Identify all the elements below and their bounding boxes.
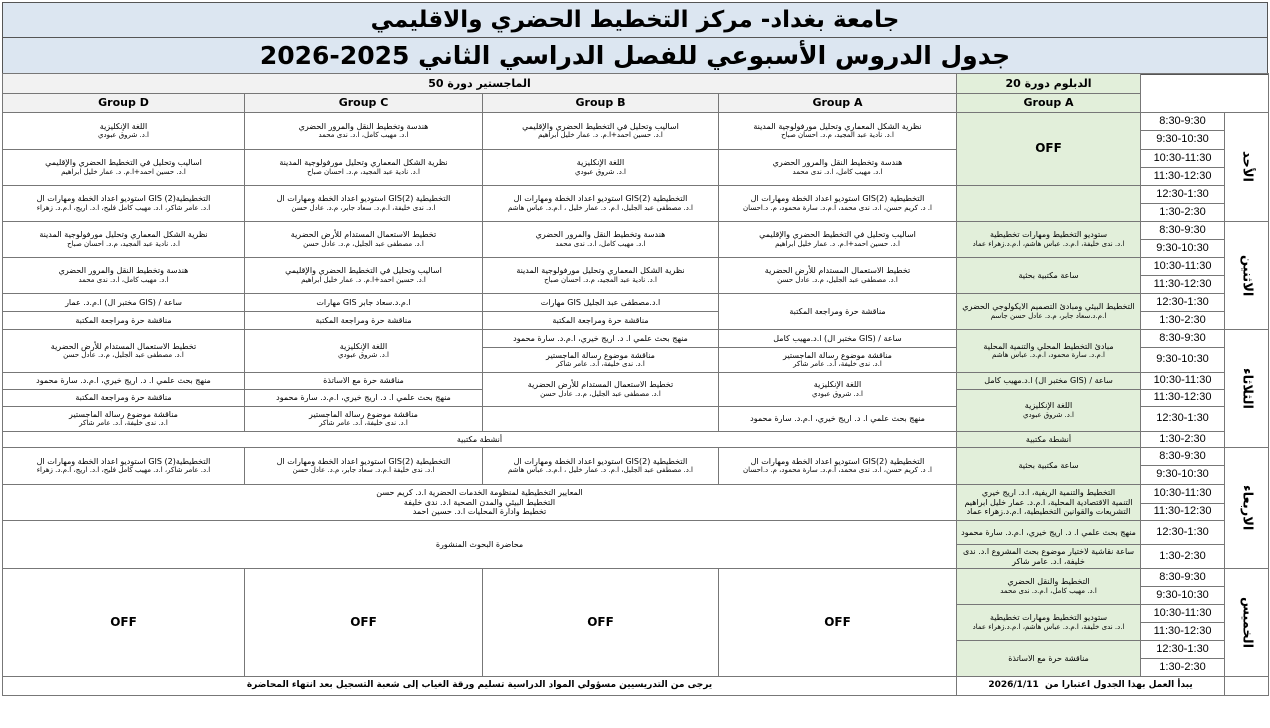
cell: نظرية الشكل المعماري وتحليل مورفولوجية المدينة ا.د. نادية عبد المجيد، م.د. احسان صباح [245,150,483,186]
cell: اساليب وتحليل في التخطيط الحضري والإقليمي ا.د. حسين احمد+ا.م. د. عمار خليل ابراهيم [245,258,483,294]
cell: ساعة مكتبية بحثية [957,448,1141,485]
cell: استوديو اعداد الخطة ومهارات ال GIS التخطيطية(2) ا.د. عامر شاكر، ا.د. مهيب كامل فليح، ا.د. اريج، ا.م.د. زهراء [3,186,245,222]
time-slot: 11:30-12:30 [1141,168,1225,186]
diploma-header: الدبلوم دورة 20 [957,74,1141,94]
cell: مناقشة حرة ومراجعة المكتبة [483,312,719,330]
cell: مهارات GIS ا.د.مصطفى عبد الجليل [483,294,719,312]
cell: أنشطة مكتبية [3,432,957,448]
cell: ستوديو التخطيط ومهارات تخطيطية ا.د. ندى خليفة، ا.م.د. عباس هاشم، ا.م.د.زهراء عماد [957,222,1141,258]
cell: استوديو اعداد الخطة ومهارات ال GISالتخطيطية (2) ا. د. كريم حسن، ا.د. ندى محمد، ا.م.د. سارة محمود، م. د.احسان [719,186,957,222]
cell: نظرية الشكل المعماري وتحليل مورفولوجية المدينة ا.د. نادية عبد المجيد، م.د. احسان صباح [483,258,719,294]
cell: مبادئ التخطيط المحلي والتنمية المحلية ا.م.د. سارة محمود، ا.م.د. عباس هاشم [957,330,1141,373]
cell: اساليب وتحليل في التخطيط الحضري والإقليمي ا.د. حسين احمد+ا.م. د. عمار خليل ابراهيم [3,150,245,186]
time-slot: 9:30-10:30 [1141,466,1225,485]
time-slot: 12:30-1:30 [1141,641,1225,659]
time-slot: 1:30-2:30 [1141,312,1225,330]
cell: تخطيط الاستعمال المستدام للأرض الحضرية ا.د. مصطفى عبد الجليل، م.د. عادل حسن [245,222,483,258]
cell: مناقشة موضوع رسالة الماجستير ا.د. ندى خليفة، ا.د. عامر شاكر [245,407,483,432]
time-slot: 11:30-12:30 [1141,504,1225,521]
cell: مناقشة حرة ومراجعة المكتبة [245,312,483,330]
cell: استوديو اعداد الخطة ومهارات ال GIS التخطيطية(2) ا.د. عامر شاكر، ا.د. مهيب كامل فليح، ا.د. اريج، ا.م.د. زهراء [3,448,245,485]
cell: استوديو اعداد الخطة ومهارات ال GISالتخطيطية (2) ا.د. مصطفى عبد الجليل، ا.م. د. عمار خليل ، ا.م.د. عباس هاشم [483,448,719,485]
footer-note: يرجى من التدريسيين مسؤولي المواد الدراسية تسليم ورقة الغياب إلى شعبة التسجيل بعد انتهاء المحاضرة [3,677,957,696]
cell: منهج بحث علمي ا. د. اريج خيري، ا.م.د. سارة محمود [3,373,245,390]
footer-start: يبدأ العمل بهذا الجدول اعتبارا من 2026/1/11 [957,677,1225,696]
time-slot: 9:30-10:30 [1141,587,1225,605]
time-slot: 11:30-12:30 [1141,623,1225,641]
cell: اللغة الإنكليزية ا.د. شروق عبودي [957,390,1141,432]
schedule-sheet [2,2,1268,724]
group-d-header: Group D [3,94,245,113]
time-slot: 10:30-11:30 [1141,150,1225,168]
cell: التخطيط البيئي ومبادئ التصميم الايكولوجي الحضري ا.م.د.سعاد جابر، م.د. عادل حسن جاسم [957,294,1141,330]
cell: منهج بحث علمي ا. د. اريج خيري، ا.م.د. سارة محمود [483,330,719,348]
time-slot: 1:30-2:30 [1141,545,1225,569]
time-slot: 8:30-9:30 [1141,113,1225,131]
day-tuesday: الثلاثاء [1225,330,1269,448]
cell: ا.د.مهيب كامل (مختبر ال GIS) / ساعة [719,330,957,348]
time-slot: 8:30-9:30 [1141,222,1225,240]
cell: هندسة وتخطيط النقل والمرور الحضري ا.د. مهيب كامل، ا.د. ندى محمد [483,222,719,258]
group-b-header: Group B [483,94,719,113]
schedule-title: جدول الدروس الأسبوعي للفصل الدراسي الثاني 2025-2026 [2,37,1268,75]
cell: التخطيط والتنمية الريفية، ا.د. اريج خيري التنمية الاقتصادية المحلية، ا.م.د. عمار خليل ابراهيم التشريعات والقوانين التخطيطية، ا.م.د.زهراء عماد [957,485,1141,521]
cell: منهج بحث علمي ا. د. اريج خيري، ا.م.د. سارة محمود [719,407,957,432]
time-slot: 11:30-12:30 [1141,390,1225,407]
cell: تخطيط الاستعمال المستدام للأرض الحضرية ا.د. مصطفى عبد الجليل، م.د. عادل حسن [483,373,719,407]
cell: تخطيط الاستعمال المستدام للأرض الحضرية ا.د. مصطفى عبد الجليل، م.د. عادل حسن [719,258,957,294]
cell: منهج بحث علمي ا. د. اريج خيري، ا.م.د. سارة محمود [245,390,483,407]
time-slot: 12:30-1:30 [1141,407,1225,432]
cell: مناقشة حرة ومراجعة المكتبة [719,294,957,330]
cell: التخطيط والنقل الحضري ا.د. مهيب كامل، ا.م.د. ندى محمد [957,569,1141,605]
cell: هندسة وتخطيط النقل والمرور الحضري ا.د. مهيب كامل، ا.د. ندى محمد [245,113,483,150]
cell: مناقشة موضوع رسالة الماجستير ا.د. ندى خليفة، ا.د. عامر شاكر [483,348,719,373]
cell: المعايير التخطيطية لمنظومة الخدمات الحضرية ا.د. كريم حسن التخطيط البيئي والمدن الصحية ا.د. ندى خليفة تخطيط وادارة المحليات ا.د. حسين احمد [3,485,957,521]
masters-header: الماجستير دورة 50 [3,74,957,94]
day-sunday: الأحد [1225,113,1269,222]
cell: اللغة الإنكليزية ا.د. شروق عبودي [483,150,719,186]
off-cell: OFF [3,569,245,677]
time-slot: 9:30-10:30 [1141,348,1225,373]
cell: ساعة نقاشية لاختيار موضوع بحث المشروع ا.د. ندى خليفة، ا.د. عامر شاكر [957,545,1141,569]
time-slot: 9:30-10:30 [1141,131,1225,150]
time-slot: 10:30-11:30 [1141,373,1225,390]
cell: استوديو اعداد الخطة ومهارات ال GISالتخطيطية (2) ا.د. ندى خليفة ا.م.د. سعاد جابر، م.د. عادل حسن [245,448,483,485]
diploma-group-a-header: Group A [957,94,1141,113]
cell: استوديو اعداد الخطة ومهارات ال GISالتخطيطية (2) ا.د. ندى خليفة، ا.م.د. سعاد جابر، م.د. عادل حسن [245,186,483,222]
cell: تخطيط الاستعمال المستدام للأرض الحضرية ا.د. مصطفى عبد الجليل، م.د. عادل حسن [3,330,245,373]
time-slot: 10:30-11:30 [1141,485,1225,504]
time-slot: 10:30-11:30 [1141,605,1225,623]
time-slot: 9:30-10:30 [1141,240,1225,258]
off-cell: OFF [483,569,719,677]
group-a-header: Group A [719,94,957,113]
cell: نظرية الشكل المعماري وتحليل مورفولوجية المدينة ا.د. نادية عبد المجيد، م.د. احسان صباح [719,113,957,150]
cell [957,186,1141,222]
cell: ساعة مكتبية بحثية [957,258,1141,294]
cell: هندسة وتخطيط النقل والمرور الحضري ا.د. مهيب كامل، ا.د. ندى محمد [719,150,957,186]
cell: ا.م.د. عمار (مختبر ال GIS) / ساعة [3,294,245,312]
day-thursday: الخميس [1225,569,1269,677]
cell: اساليب وتحليل في التخطيط الحضري والإقليمي ا.د. حسين احمد+ا.م. د. عمار خليل ابراهيم [719,222,957,258]
cell: مناقشة حرة مع الاساتذة [245,373,483,390]
off-cell: OFF [245,569,483,677]
cell: مناقشة حرة ومراجعة المكتبة [3,390,245,407]
time-slot: 1:30-2:30 [1141,659,1225,677]
time-slot: 1:30-2:30 [1141,432,1225,448]
cell: مناقشة موضوع رسالة الماجستير ا.د. ندى خليفة، ا.د. عامر شاكر [3,407,245,432]
cell: مناقشة حرة مع الاساتذة [957,641,1141,677]
time-slot: 12:30-1:30 [1141,521,1225,545]
cell: محاضرة البحوث المنشورة [3,521,957,569]
cell: هندسة وتخطيط النقل والمرور الحضري ا.د. مهيب كامل، ا.د. ندى محمد [3,258,245,294]
cell: اللغة الإنكليزية ا.د. شروق عبودي [3,113,245,150]
diploma-off: OFF [957,113,1141,186]
cell: مهارات GIS ا.م.د.سعاد جابر [245,294,483,312]
cell: مناقشة موضوع رسالة الماجستير ا.د. ندى خليفة، ا.د. عامر شاكر [719,348,957,373]
cell: ا.د.مهيب كامل (مختبر ال GIS) / ساعة [957,373,1141,390]
corner-cell [1141,74,1269,113]
cell: استوديو اعداد الخطة ومهارات ال GISالتخطيطية (2) ا.د. مصطفى عبد الجليل، ا.م. د. عمار خليل ، ا.م.د. عباس هاشم [483,186,719,222]
cell [483,407,719,432]
time-slot: 1:30-2:30 [1141,204,1225,222]
time-slot: 8:30-9:30 [1141,330,1225,348]
day-monday: الاثنين [1225,222,1269,330]
cell: اللغة الإنكليزية ا.د. شروق عبودي [245,330,483,373]
footer-blank [1225,677,1269,696]
time-slot: 8:30-9:30 [1141,569,1225,587]
cell: اساليب وتحليل في التخطيط الحضري والإقليمي ا.د. حسين احمد+ا.م. د. عمار خليل ابراهيم [483,113,719,150]
group-c-header: Group C [245,94,483,113]
cell: نظرية الشكل المعماري وتحليل مورفولوجية المدينة ا.د. نادية عبد المجيد، م.د. احسان صباح [3,222,245,258]
cell: ستوديو التخطيط ومهارات تخطيطية ا.د. ندى خليفة، ا.م.د. عباس هاشم، ا.م.د.زهراء عماد [957,605,1141,641]
schedule-table [2,73,1269,696]
cell: استوديو اعداد الخطة ومهارات ال GISالتخطيطية (2) ا. د. كريم حسن، ا.د. ندى محمد، ا.م.د. سارة محمود، م. د.احسان [719,448,957,485]
time-slot: 8:30-9:30 [1141,448,1225,466]
cell: مناقشة حرة ومراجعة المكتبة [3,312,245,330]
cell: أنشطة مكتبية [957,432,1141,448]
footer-date: 2026/1/11 [988,680,1039,691]
time-slot: 12:30-1:30 [1141,294,1225,312]
time-slot: 10:30-11:30 [1141,258,1225,276]
day-wednesday: الاربعاء [1225,448,1269,569]
off-cell: OFF [719,569,957,677]
time-slot: 12:30-1:30 [1141,186,1225,204]
time-slot: 11:30-12:30 [1141,276,1225,294]
cell: اللغة الإنكليزية ا.د. شروق عبودي [719,373,957,407]
university-title: جامعة بغداد- مركز التخطيط الحضري والاقليمي [2,2,1268,38]
cell: منهج بحث علمي ا. د. اريج خيري، ا.م.د. سارة محمود [957,521,1141,545]
